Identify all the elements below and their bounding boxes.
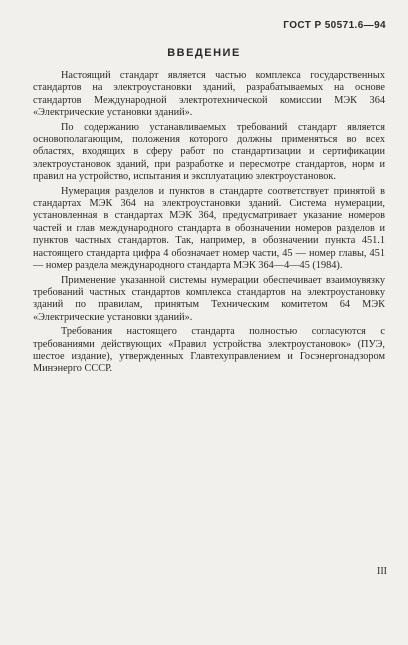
paragraph-5: Требования настоящего стандарта полностью согласуются с требованиями действующих «Правил устройства электроустановок» (ПУЭ, шестое издание), утвержденных Главтехуправлением и Госэнергонадзором Минэнерго СССР. xyxy=(33,326,385,375)
paragraph-4: Применение указанной системы нумерации обеспечивает взаимоувязку требований частных стандартов комплекса стандартов на электроустановку зданий по правилам, принятым Техническим комитетом 64 МЭК «Электрические установки зданий». xyxy=(33,274,385,323)
paragraph-2: По содержанию устанавливаемых требований стандарт является основополагающим, положения которого должны применяться во всех областях, входящих в сферу работ по стандартизации и сертификации электроустановок зданий, при разработке и пересмотре стандартов, норм и правил на устройство, испытания и эксплуатацию электроустановок. xyxy=(33,121,385,183)
section-title: ВВЕДЕНИЕ xyxy=(167,47,241,59)
page-number: III xyxy=(377,566,387,577)
body-text xyxy=(33,70,385,378)
paragraph-1: Настоящий стандарт является частью комплекса государственных стандартов на электроустановки зданий, разрабатываемых на основе стандартов Международной электротехнической комиссии МЭК 364 «Электрические установки зданий». xyxy=(33,70,385,119)
paragraph-3: Нумерация разделов и пунктов в стандарте соответствует принятой в стандартах МЭК 364 на электроустановки зданий. Система нумерации, установленная в стандартах МЭК 364, предусматривает указание номеров частей и глав международного стандарта в обозначении номеров разделов и пунктов частных стандартов. Так, например, в обозначении пункта 451.1 настоящего стандарта цифра 4 обозначает номер части, 45 — номер главы, 451 — номер раздела международного стандарта МЭК 364—4—45 (1984). xyxy=(33,185,385,272)
standard-code-header: ГОСТ Р 50571.6—94 xyxy=(283,20,386,31)
